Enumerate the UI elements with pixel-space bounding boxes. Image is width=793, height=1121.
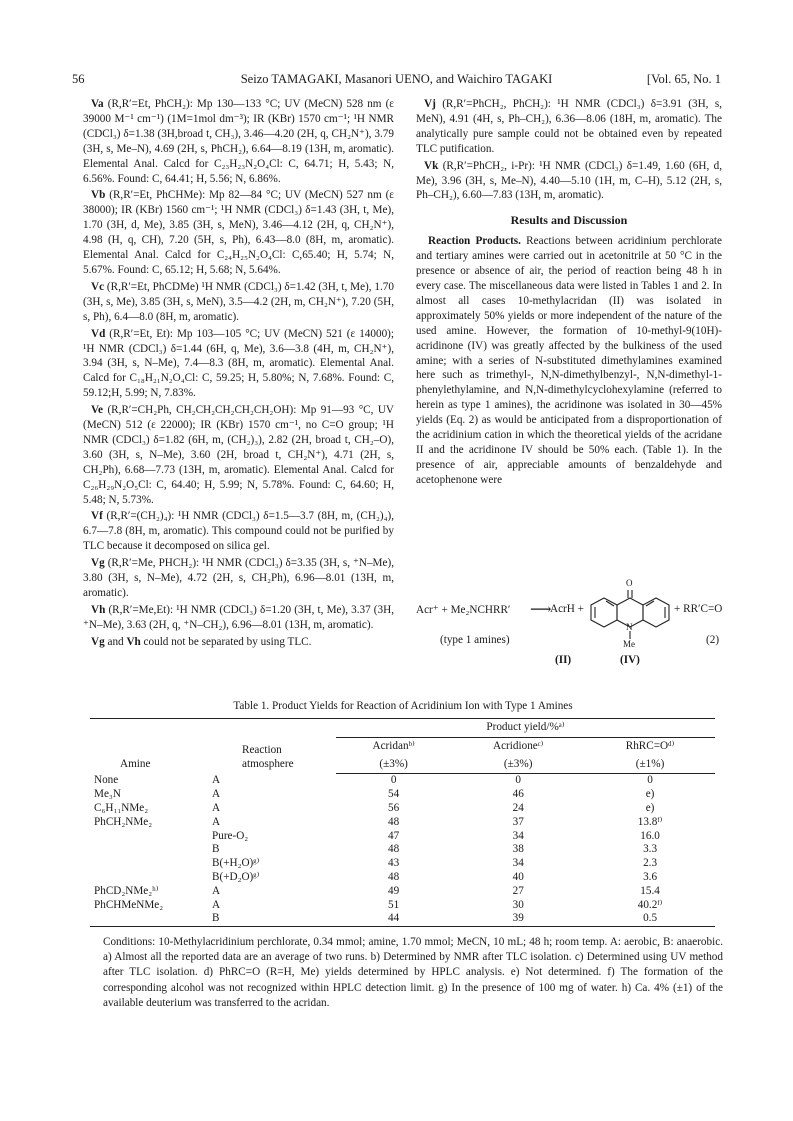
col-header-atmosphere: Reaction atmosphere [208,719,336,774]
acridone-cell: 40 [512,870,524,883]
separation-note: Vg and Vh could not be separated by using TLC. [91,635,312,648]
compound-label: Vj [424,98,436,110]
page-header [72,72,721,90]
compound-entry [83,603,394,633]
n-methyl: Me [623,639,635,649]
compound-entry [83,188,394,277]
rhrco-cell: 3.6 [643,870,658,883]
acridinone-structure [416,583,722,665]
acridone-cell: 46 [512,788,524,801]
compound-data: (R,R′=Me, PHCH₂): ¹H NMR (CDCl₃) δ=3.35 (3H, s, ⁺N–Me), 3.80 (3H, s, N–Me), 4.72 (2H, s, CH₂Ph), 6.96—8.01 (13H, m, aromatic). [83,557,394,599]
compound-entry [83,556,394,601]
running-authors: Seizo TAMAGAKI, Masanori UENO, and Waichiro TAGAKI [240,72,553,86]
results-paragraph [416,234,722,487]
amine-cell: C₆H₁₁NMe₂ [94,801,149,814]
rhrco-cell: e) [645,788,655,801]
rhrco-cell: 13.8ᶠ⁾ [637,815,663,828]
rhrco-cell: 2.3 [643,857,658,870]
acridan-cell: 44 [336,912,451,926]
scheme-reactants: Acr⁺ + Me₂NCHRR′ [416,604,511,616]
col-acridan-error: (±3%) [336,756,451,774]
atmosphere-cell: B(+D₂O)ᵍ⁾ [212,870,260,883]
compound-entry [83,280,394,325]
compound-list-left [83,97,394,633]
amine-cell: PhCHMeNMe₂ [94,898,164,911]
col-header-rhrco: RhRC=Oᵈ⁾ [625,739,675,752]
compound-label: Vf [91,510,103,523]
compound-label: Ve [91,404,104,417]
atmosphere-cell: A [212,801,221,814]
paragraph-body: Reactions between acridinium perchlorate and tertiary amines were carried out in acetonitrile at 50 °C in the presence or absence of air, the period of reaction being 48 h in every case. The miscellaneous data were listed in Tables 1 and 2. In almost all cases 10-methylacridan (II) was isolated in approximately 50% yields or more independent of the nature of the used amine. However, the formation of 10-methyl-9(10H)-acridinone (IV) was greatly affected by the bulkiness of the used amine; with a series of N-substituted dimethylamines examined here such as trimethyl-, N,N-dimethylbenzyl-, N,N-dimethyl-1-phenylethylamine, and N,N-dimethylcyclohexylamine (referred to herein as type 1 amines), the acridinone was isolated in 30—45% yields (Eq. 2) as would be anticipated from a disproportionation of the acridinium cation in which the theoretical yields of the acridane II and the acridinone IV should be 50% each. (Table 1). In the presence of air, appreciable amounts of benzaldehyde and acetophenone were [416,235,722,486]
carbonyl-oxygen: O [626,578,633,588]
atmosphere-cell: A [212,815,221,828]
table-footnotes: Conditions: 10-Methylacridinium perchlorate, 0.34 mmol; amine, 1.70 mmol; MeCN, 10 mL; 48 h; room temp. A: aerobic, B: anaerobic. a) Almost all the reported data are an average of two runs. b) Determined by NMR after TLC isolation. c) Determined using UV method after TLC isolation. d) PhRC=O (R=H, Me) yields determined by HPLC analysis. e) Not determined. f) The formation of the corresponding alcohol was not recognized within HPLC detection limit. g) In the presence of 100 mg of water. h) Ca. 4% (±1) of the available deuterium was transferred to the acridan. [103,936,723,1009]
product-yield-table [90,718,715,927]
col-header-amine: Amine [90,719,208,774]
table-row [90,816,715,830]
table-row [90,788,715,802]
amine-cell: None [94,774,119,787]
compound-entry [83,327,394,402]
acridan-cell: 47 [388,829,400,842]
table-row [90,912,715,926]
table-row [90,871,715,885]
col-header-acridan: Acridanᵇ⁾ [372,739,415,752]
atmosphere-cell: B [208,912,336,926]
right-column [416,97,722,488]
compound-entry [416,159,722,204]
acridone-cell: 24 [512,801,524,814]
table-row [90,899,715,913]
acridone-cell: 37 [512,815,524,828]
table-body [90,774,715,927]
col-header-acridone: Acridioneᶜ⁾ [493,739,544,752]
compound-label: Vd [91,327,106,340]
acridone-cell: 39 [451,912,585,926]
acridan-cell: 49 [388,884,400,897]
scheme-acridan: AcrH + [550,603,584,615]
label-iv: (IV) [620,654,640,666]
atmosphere-cell: B [212,843,220,856]
compound-data: (R,R′=Et, PhCH₂): Mp 130—133 °C; UV (MeCN) 528 nm (ε 39000 M⁻¹ cm⁻¹) (1M=1mol dm⁻³); IR (KBr) 1570 cm⁻¹; ¹H NMR (CDCl₃) δ=1.38 (3H,broad t, CH₃), 3.46—4.20 (2H, q, CH₂N⁺), 3.79 (3H, s, Me–N), 4.69 (2H, s, PhCH₂), 6.64—8.19 (13H, m, aromatic). Elemental Anal. Calcd for C₂₃H₂₃N₂O₄Cl: C, 64.71; H, 5.43; N, 6.56%. Found: C, 64.41; H, 5.56; N, 6.86%. [83,98,394,185]
table-caption: Table 1. Product Yields for Reaction of Acridinium Ion with Type 1 Amines [233,700,573,712]
compound-data: (R,R′=Et, PhCHMe): Mp 82—84 °C; UV (MeCN) 527 nm (ε 38000); IR (KBr) 1560 cm⁻¹; ¹H NMR (CDCl₃) δ=1.43 (3H, t, Me), 1.70 (3H, d, Me), 3.85 (3H, s, MeN), 3.46—4.12 (2H, q, CH₂N⁺), 4.98 (H, q, CH), 7.20 (5H, s, Ph), 6.43—8.0 (8H, m, aromatic). Elemental Anal. Calcd for C₂₄H₂₅N₂O₄Cl: C,65.40; H, 5.74; N, 5.67%. Found: C, 65.12; H, 5.68; N, 5.64%. [83,189,395,276]
compound-data: (R,R′=(CH₂)₄): ¹H NMR (CDCl₃) δ=1.5—3.7 (8H, m, (CH₂)₄), 6.7—7.8 (8H, m, aromatic). This compound could not be purified by TLC because it decomposed on silica gel. [83,510,394,553]
table-row [90,774,715,788]
acridan-cell: 0 [390,774,397,787]
rhrco-cell: 3.3 [643,843,658,856]
rhrco-cell: 16.0 [640,829,660,842]
compound-entry [83,509,394,554]
table-row [90,843,715,857]
compound-entry [416,97,722,157]
acridone-cell: 34 [512,829,524,842]
atmosphere-cell: A [212,788,221,801]
atmosphere-cell: A [212,898,221,911]
compound-data: (R,R′=Et, PhCDMe) ¹H NMR (CDCl₃) δ=1.42 (3H, t, Me), 1.70 (3H, s, Me), 3.85 (3H, s, MeN), 3.5—4.2 (2H, m, CH₂N⁺), 7.20 (5H, s, Ph), 6.4—8.0 (8H, m, aromatic). [83,280,394,323]
compound-entry [83,97,394,186]
section-heading: Results and Discussion [510,213,628,228]
scheme-carbonyl-product: + RR′C=O [674,603,723,615]
acridan-cell: 48 [388,870,400,883]
acridone-cell: 34 [512,857,524,870]
compound-data: (R,R′=PhCH₂, i-Pr): ¹H NMR (CDCl₃) δ=1.49, 1.60 (6H, d, Me), 3.96 (3H, s, Me–N), 4.40—5.10 (1H, m, C–H), 5.12 (2H, s, Ph–CH₂), 6.60—7.83 (13H, m, aromatic). [416,159,722,202]
compound-data: (R,R′=Me,Et): ¹H NMR (CDCl₃) δ=1.20 (3H, t, Me), 3.37 (3H, ⁺N–Me), 3.63 (2H, q, ⁺N–CH₂), 6.96—8.01 (13H, m, aromatic). [83,603,395,631]
acridan-cell: 51 [388,898,400,911]
ring-nitrogen: N [626,622,633,632]
col-rhrco-error: (±1%) [585,756,715,774]
scheme-note: (type 1 amines) [440,634,510,646]
rhrco-cell: 40.2ᶠ⁾ [637,898,663,911]
compound-list-right [416,97,722,203]
acridan-cell: 43 [388,857,400,870]
acridone-cell: 0 [515,774,521,787]
table-row [90,857,715,871]
amine-cell [90,830,208,844]
compound-label: Vh [91,603,106,616]
atmosphere-cell: Pure-O₂ [212,829,249,842]
amine-cell [90,912,208,926]
atmosphere-cell: A [212,884,221,897]
amine-cell [90,843,208,857]
col-header-product-yield: Product yield/%ᵃ⁾ [336,719,715,738]
compound-data: (R,R′=PhCH₂, PhCH₂): ¹H NMR (CDCl₃) δ=3.91 (3H, s, MeN), 4.91 (4H, s, Ph–CH₂), 6.36—8.06 (18H, m, aromatic). The analytically pure sample could not be obtained even by repeated TLC putification. [416,98,722,155]
table-row [90,830,715,844]
acridone-cell: 30 [512,898,524,911]
amine-cell: Me₃N [94,788,121,801]
amine-cell [90,857,208,871]
amine-cell: PhCD₂NMe₂ʰ⁾ [94,884,159,897]
compound-data: (R,R′=CH₂Ph, CH₂CH₂CH₂CH₂CH₂OH): Mp 91—93 °C, UV (MeCN) 512 (ε 22000); IR (KBr) 1570 cm⁻¹, no C=O group; ¹H NMR (CDCl₃) δ=1.82 (6H, m, (CH₂)₃), 2.82 (2H, broad t, CH₂–O), 3.60 (3H, s, N–Me), 3.60 (2H, broad t, CH₂N⁺), 4.71 (2H, s, CH₂Ph), 6.68—7.73 (13H, m, aromatic). Elemental Anal. Calcd for C₂₆H₂₉N₂O₅Cl: C, 64.40; H, 5.99; N, 5.78%. Found: C, 64.60; H, 5.48; N, 5.73%. [83,404,395,506]
page-number: 56 [72,72,85,86]
compound-entry [83,403,394,507]
compound-label: Vb [91,189,106,202]
equation-number: (2) [706,634,720,646]
rhrco-cell: 0.5 [585,912,715,926]
left-column [83,97,394,652]
compound-label: Vk [424,159,439,172]
label-ii: (II) [555,654,572,666]
atmosphere-cell: A [212,774,221,787]
rhrco-cell: 15.4 [640,884,660,897]
atmosphere-cell: B(+H₂O)ᵍ⁾ [212,857,260,870]
acridone-cell: 38 [512,843,524,856]
compound-data: (R,R′=Et, Et): Mp 103—105 °C; UV (MeCN) 521 (ε 14000); ¹H NMR (CDCl₃) δ=1.44 (6H, q, Me), 3.6—3.8 (4H, m, CH₂N⁺), 3.94 (3H, s, N–Me), 7.4—8.3 (8H, m, aromatic). Elemental Anal. Calcd for C₁₈H₂₁N₂O₄Cl: C, 59.25; H, 5.80%; N, 7.68%. Found: C, 59.12;H, 5.99; N, 7.83%. [83,327,395,400]
acridan-cell: 48 [388,843,400,856]
compound-label: Va [91,98,104,110]
rhrco-cell: e) [645,801,655,814]
table-row [90,885,715,899]
paragraph-subheading: Reaction Products. [428,235,521,248]
compound-label: Vc [91,280,105,293]
col-acridone-error: (±3%) [451,756,585,774]
equation-2-scheme [416,578,723,666]
rhrco-cell: 0 [647,774,653,787]
acridan-cell: 56 [388,801,400,814]
reaction-arrow: ⟶ [530,602,552,618]
amine-cell: PhCH₂NMe₂ [94,815,153,828]
journal-volume: [Vol. 65, No. 1 [646,72,721,86]
amine-cell [90,871,208,885]
acridone-cell: 27 [512,884,524,897]
acridan-cell: 54 [388,788,400,801]
table-row [90,802,715,816]
compound-label: Vg [91,557,105,570]
acridan-cell: 48 [388,815,400,828]
